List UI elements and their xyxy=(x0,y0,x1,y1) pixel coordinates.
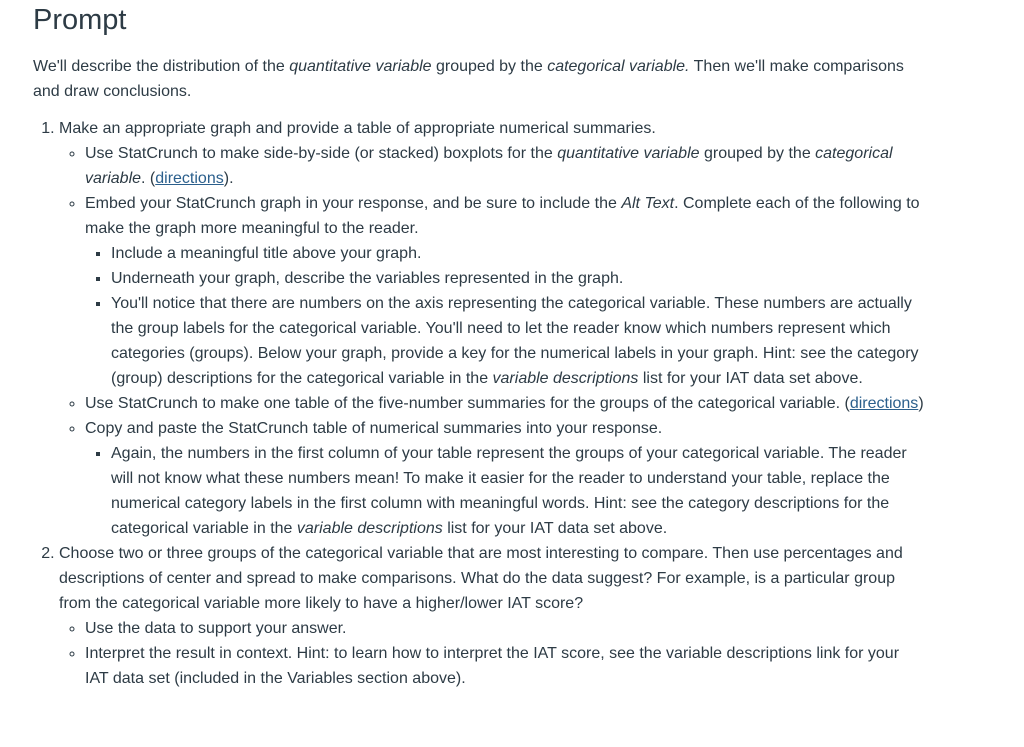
intro-text: grouped by the xyxy=(431,58,548,75)
intro-paragraph xyxy=(33,54,913,104)
embed-item-title: ▪ Include a meaningful title above your graph. xyxy=(111,241,925,266)
item-emphasis: variable descriptions xyxy=(296,520,443,537)
copy-item-labels xyxy=(111,441,925,541)
embed-item-key xyxy=(111,291,925,391)
copy-sublist xyxy=(85,441,925,541)
item-text: Again, the numbers in the first column of your table represent the groups of your categorical variable. The reader will not know what these numbers mean! To make it easier for the reader to understand your table, replace the numerical category labels in the first column with meaningful words. Hint: see the category descriptions for the categorical variable in the xyxy=(111,445,907,537)
step-1-item-boxplots xyxy=(85,141,925,191)
step-2-item-interpret: ◦ Interpret the result in context. Hint: to learn how to interpret the IAT score, see the variable descriptions link for your IAT data set (included in the Variables section above). xyxy=(85,641,925,691)
item-emphasis: Alt Text xyxy=(621,195,675,212)
directions-link-boxplots[interactable]: directions xyxy=(155,170,224,187)
item-text: . Complete each of the following to make the graph more meaningful to the reader. xyxy=(85,195,920,237)
item-emphasis: variable descriptions xyxy=(492,370,639,387)
intro-emphasis: quantitative variable xyxy=(289,58,432,75)
intro-text: Then we'll make comparisons and draw conclusions. xyxy=(33,58,904,100)
embed-sublist xyxy=(85,241,925,391)
item-text: list for your IAT data set above. xyxy=(638,370,863,387)
embed-item-variables: ▪ Underneath your graph, describe the variables represented in the graph. xyxy=(111,266,925,291)
item-text: You'll notice that there are numbers on the axis representing the categorical variable. These numbers are actually the group labels for the categorical variable. You'll need to let the reader know which numbers represent which categories (groups). Below your graph, provide a key for the numerical labels in your graph. Hint: see the category (group) descriptions for the categorical variable in the xyxy=(111,295,919,387)
step-1 xyxy=(59,116,925,541)
item-text: Use StatCrunch to make side-by-side (or stacked) boxplots for the xyxy=(85,145,558,162)
item-text: ) xyxy=(918,395,924,412)
item-text: . ( xyxy=(141,170,156,187)
item-text: Copy and paste the StatCrunch table of numerical summaries into your response. xyxy=(85,420,663,437)
step-1-sublist xyxy=(59,141,925,541)
item-text: grouped by the xyxy=(699,145,816,162)
step-2 xyxy=(59,541,925,691)
step-1-item-copy xyxy=(85,416,925,541)
step-2-text: Choose two or three groups of the categorical variable that are most interesting to compare. Then use percentages and descriptions of center and spread to make comparisons. What do the data suggest? For example, is a particular group from the categorical variable more likely to have a higher/lower IAT score? xyxy=(59,545,903,612)
directions-link-table[interactable]: directions xyxy=(849,395,919,412)
item-text: Use StatCrunch to make one table of the five-number summaries for the groups of the categorical variable. ( xyxy=(85,395,850,412)
item-emphasis: categorical variable xyxy=(85,145,893,187)
intro-text: We'll describe the distribution of the xyxy=(33,58,290,75)
step-2-item-support: ◦ Use the data to support your answer. xyxy=(85,616,925,641)
step-1-item-table xyxy=(85,391,925,416)
item-text: Embed your StatCrunch graph in your response, and be sure to include the xyxy=(85,195,622,212)
item-text: list for your IAT data set above. xyxy=(442,520,668,537)
item-text: ). xyxy=(223,170,234,187)
intro-emphasis: categorical variable. xyxy=(547,58,690,75)
instructions-list xyxy=(33,116,925,691)
page-title: Prompt xyxy=(33,4,127,36)
step-1-text: Make an appropriate graph and provide a table of appropriate numerical summaries. xyxy=(59,120,656,137)
step-1-item-embed xyxy=(85,191,925,391)
step-2-sublist xyxy=(59,616,925,691)
item-emphasis: quantitative variable xyxy=(557,145,700,162)
